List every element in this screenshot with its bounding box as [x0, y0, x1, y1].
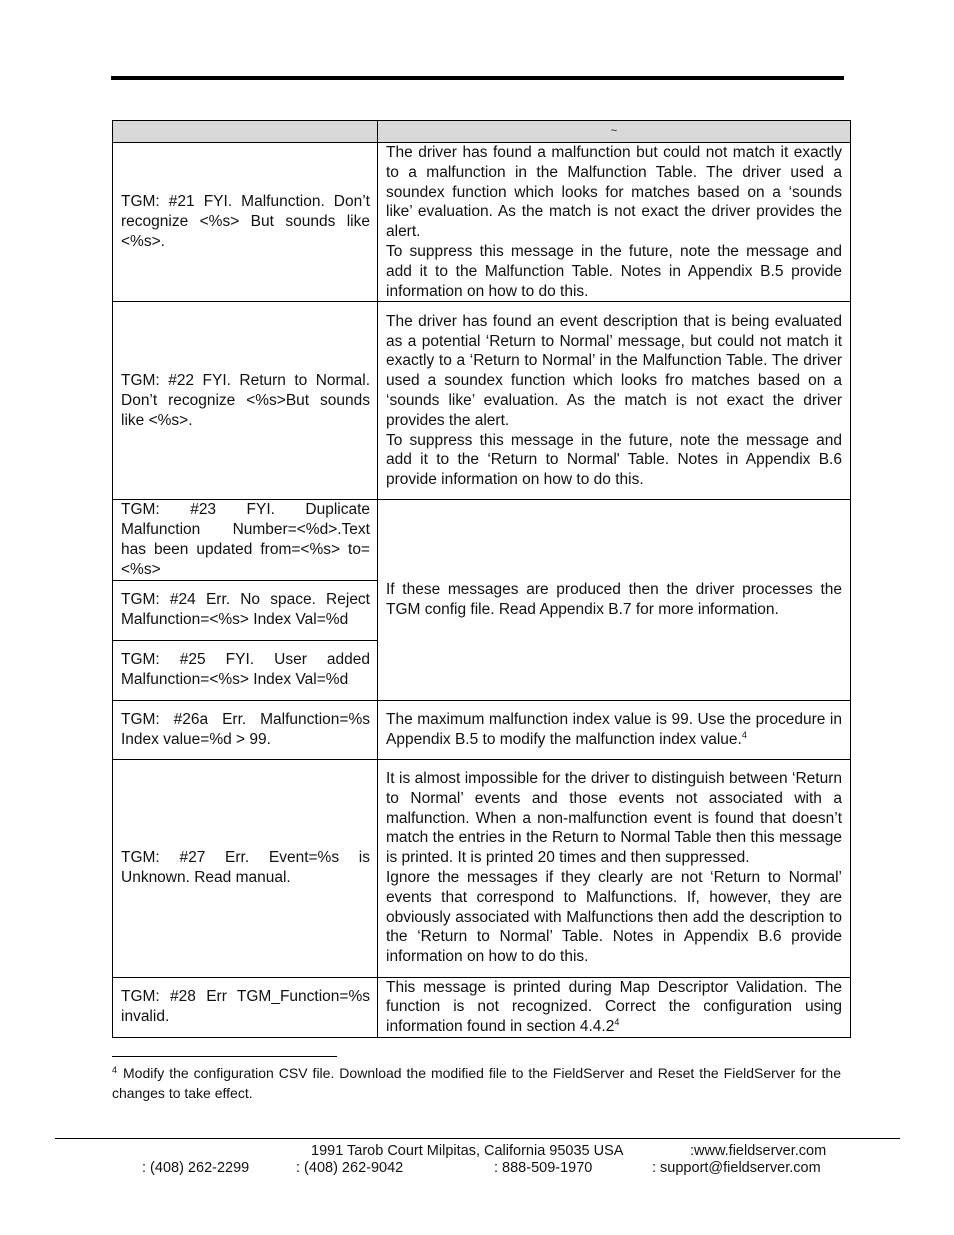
header-cell-description: ~ [378, 121, 851, 143]
footnote-ref: 4 [614, 1017, 620, 1028]
message-cell: TGM: #23 FYI. Duplicate Malfunction Number=<%d>.Text has been updated from=<%s> to=<%s> [113, 500, 378, 580]
table-row [113, 977, 851, 1037]
description-cell: If these messages are produced then the driver processes the TGM config file. Read Appendix B.7 for more information. [378, 500, 851, 700]
description-text: This message is printed during Map Descriptor Validation. The function is not recognized. Correct the configuration using information found in section 4.4.2 [386, 978, 842, 1036]
description-cell [378, 759, 851, 977]
footer-tollfree: : 888-509-1970 [494, 1160, 593, 1176]
footer-web[interactable]: :www.fieldserver.com [690, 1143, 827, 1159]
table-row [113, 302, 851, 500]
footnote [112, 1064, 841, 1103]
description-text: The maximum malfunction index value is 99. Use the procedure in Appendix B.5 to modify the malfunction index value. [386, 710, 842, 748]
footnote-text: Modify the configuration CSV file. Download the modified file to the FieldServer and Reset the FieldServer for the changes to take effect. [112, 1065, 841, 1101]
description-paragraph: The driver has found a malfunction but could not match it exactly to a malfunction in the Malfunction Table. The driver used a soundex function which looks for matches based on a ‘sounds like’ evaluation. As the match is not exact the driver provides the alert. [386, 144, 842, 241]
description-paragraph: To suppress this message in the future, note the message and add it to the ‘Return to Normal' Table. Notes in Appendix B.6 provide information on how to do this. [386, 431, 842, 489]
message-cell: TGM: #22 FYI. Return to Normal. Don’t recognize <%s>But sounds like <%s>. [113, 302, 378, 500]
error-messages-table [112, 120, 851, 1038]
description-paragraph: Ignore the messages if they clearly are not ‘Return to Normal’ events that correspond to Malfunctions. If, however, they are obviously associated with Malfunctions then add the description to the ‘Return to Normal’ Table. Notes in Appendix B.6 provide information on how to do this. [386, 869, 842, 966]
footnote-separator [112, 1056, 337, 1057]
footnote-ref: 4 [741, 729, 747, 740]
description-cell [378, 700, 851, 759]
description-cell [378, 977, 851, 1037]
description-paragraph: It is almost impossible for the driver to distinguish between ‘Return to Normal’ events and those events not associated with a malfunction. When a non-malfunction event is found that doesn’t match the entries in the Return to Normal Table then this message is printed. It is printed 20 times and then suppressed. [386, 770, 842, 867]
footnote-mark: 4 [112, 1065, 118, 1075]
table-row [113, 759, 851, 977]
message-cell: TGM: #21 FYI. Malfunction. Don’t recognize <%s> But sounds like <%s>. [113, 143, 378, 302]
table-row [113, 143, 851, 302]
description-cell [378, 302, 851, 500]
description-cell [378, 143, 851, 302]
table-row [113, 500, 851, 580]
footer-phone: : (408) 262-2299 [142, 1160, 250, 1176]
footer-email[interactable]: : support@fieldserver.com [652, 1160, 821, 1176]
message-cell: TGM: #26a Err. Malfunction=%s Index value=%d > 99. [113, 700, 378, 759]
footer-rule [55, 1138, 900, 1139]
message-cell: TGM: #24 Err. No space. Reject Malfunction=<%s> Index Val=%d [113, 580, 378, 640]
table-header-row [113, 121, 851, 143]
message-cell: TGM: #28 Err TGM_Function=%s invalid. [113, 977, 378, 1037]
header-rule [111, 76, 844, 80]
description-paragraph: The driver has found an event description that is being evaluated as a potential ‘Return to Normal’ message, but could not match it exactly to a ‘Return to Normal’ in the Malfunction Table. The driver used a soundex function which looks fro matches based on a ‘sounds like’ evaluation. As the match is not exact the driver provides the alert. [386, 312, 842, 429]
header-cell-message [113, 121, 378, 143]
description-paragraph: To suppress this message in the future, note the message and add it to the Malfunction Table. Notes in Appendix B.5 provide information on how to do this. [386, 242, 842, 300]
table-row [113, 700, 851, 759]
footer-fax: : (408) 262-9042 [296, 1160, 404, 1176]
footer-address: 1991 Tarob Court Milpitas, California 95035 USA [311, 1143, 624, 1159]
message-cell: TGM: #27 Err. Event=%s is Unknown. Read manual. [113, 759, 378, 977]
message-cell: TGM: #25 FYI. User added Malfunction=<%s> Index Val=%d [113, 640, 378, 700]
